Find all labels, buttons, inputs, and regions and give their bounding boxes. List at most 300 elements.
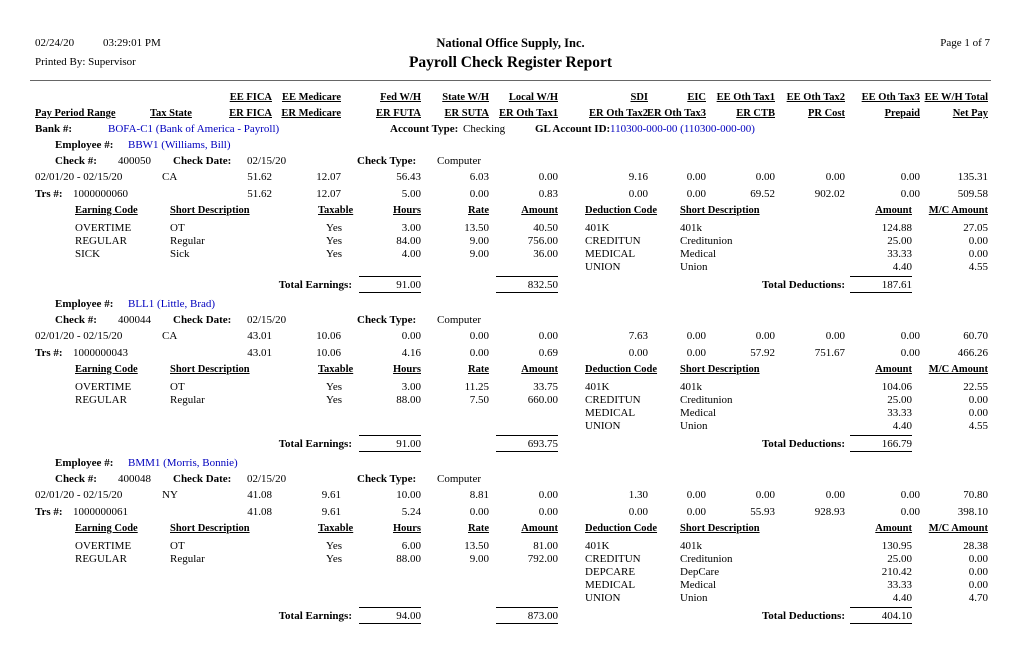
earning-hours: 84.00 xyxy=(396,235,421,247)
er-tax-value: 0.00 xyxy=(900,506,920,518)
deduction-amount: 130.95 xyxy=(881,540,912,552)
trs-label: Trs #: xyxy=(35,506,63,518)
ee-tax-value: 0.00 xyxy=(900,330,920,342)
earning-hours: 3.00 xyxy=(401,222,421,234)
col-header: ER FUTA xyxy=(375,108,421,119)
er-tax-value: 51.62 xyxy=(247,188,272,200)
er-tax-value: 5.24 xyxy=(401,506,421,518)
check-date-label: Check Date: xyxy=(173,155,232,167)
deduction-code: UNION xyxy=(585,420,621,432)
deduction-desc: Creditunion xyxy=(680,553,733,565)
earning-rate: 7.50 xyxy=(469,394,489,406)
earning-code: OVERTIME xyxy=(75,222,132,234)
col-header: ER Oth Tax1 xyxy=(499,108,558,119)
col-header: Short Description xyxy=(680,523,760,534)
page-header-line2 xyxy=(0,53,1021,78)
earning-desc: Sick xyxy=(170,248,190,260)
earning-deduction-line xyxy=(0,592,1021,605)
check-date-label: Check Date: xyxy=(173,314,232,326)
deduction-mc-amount: 27.05 xyxy=(963,222,988,234)
employee-id: BBW1 (Williams, Bill) xyxy=(128,139,231,151)
check-type-value: Computer xyxy=(437,155,481,167)
earning-desc: OT xyxy=(170,222,185,234)
employee-block xyxy=(0,138,1021,293)
col-header: Deduction Code xyxy=(585,523,658,534)
deduction-code: CREDITUN xyxy=(585,553,641,565)
employee-header-row xyxy=(0,456,1021,472)
col-header: Amount xyxy=(521,523,558,534)
earning-amount: 81.00 xyxy=(533,540,558,552)
er-tax-value: 4.16 xyxy=(401,347,421,359)
deduction-desc: 401k xyxy=(680,381,702,393)
earning-hours: 6.00 xyxy=(401,540,421,552)
deduction-mc-amount: 0.00 xyxy=(968,553,988,565)
er-tax-value: 0.00 xyxy=(900,188,920,200)
ee-tax-value: 10.06 xyxy=(316,330,341,342)
deduction-desc: Union xyxy=(680,420,708,432)
er-tax-value: 0.00 xyxy=(628,506,648,518)
ee-tax-value: 0.00 xyxy=(686,330,706,342)
page-header-line1 xyxy=(0,36,1021,53)
er-tax-value: 928.93 xyxy=(814,506,845,518)
col-header: Deduction Code xyxy=(585,205,658,216)
bank-label: Bank #: xyxy=(35,123,72,135)
er-tax-value: 0.00 xyxy=(469,188,489,200)
earning-taxable: Yes xyxy=(326,235,343,247)
check-number: 400044 xyxy=(118,314,151,326)
deduction-mc-amount: 4.70 xyxy=(968,592,988,604)
earning-deduction-line xyxy=(0,407,1021,420)
col-header: Amount xyxy=(875,205,912,216)
er-tax-value: 0.83 xyxy=(538,188,558,200)
deduction-mc-amount: 0.00 xyxy=(968,407,988,419)
ee-tax-row xyxy=(0,488,1021,505)
deduction-desc: Medical xyxy=(680,248,717,260)
er-tax-value: 0.00 xyxy=(628,188,648,200)
ee-tax-value: 9.61 xyxy=(321,489,341,501)
header-rule xyxy=(30,80,991,81)
deduction-amount: 210.42 xyxy=(881,566,912,578)
deduction-code: MEDICAL xyxy=(585,248,636,260)
col-header: ER SUTA xyxy=(444,108,489,119)
gl-account-value: 110300-000-00 (110300-000-00) xyxy=(610,123,755,135)
col-header: ER FICA xyxy=(229,108,272,119)
earnings-deductions-header xyxy=(0,362,1021,378)
deduction-desc: Union xyxy=(680,592,708,604)
trs-label: Trs #: xyxy=(35,347,63,359)
er-tax-value: 55.93 xyxy=(750,506,775,518)
deduction-desc: Creditunion xyxy=(680,235,733,247)
earning-deduction-line xyxy=(0,222,1021,235)
er-tax-value: 398.10 xyxy=(957,506,988,518)
account-type-label: Account Type: xyxy=(390,123,459,135)
deduction-amount: 33.33 xyxy=(887,407,912,419)
trs-label: Trs #: xyxy=(35,188,63,200)
earning-rate: 13.50 xyxy=(464,540,489,552)
total-deductions-label: Total Deductions: xyxy=(761,438,845,450)
deduction-mc-amount: 0.00 xyxy=(968,235,988,247)
deduction-amount: 4.40 xyxy=(892,261,912,273)
col-header: SDI xyxy=(630,92,648,103)
col-header: Fed W/H xyxy=(380,92,421,103)
ee-tax-value: 0.00 xyxy=(755,330,775,342)
earnings-deductions-lines xyxy=(0,540,1021,605)
earning-rate: 9.00 xyxy=(469,235,489,247)
deduction-code: CREDITUN xyxy=(585,235,641,247)
earning-deduction-line xyxy=(0,420,1021,433)
deduction-desc: Union xyxy=(680,261,708,273)
check-type-label: Check Type: xyxy=(357,155,417,167)
col-header: Local W/H xyxy=(508,92,558,103)
pay-period-value: 02/01/20 - 02/15/20 xyxy=(35,489,123,501)
col-header: Short Description xyxy=(170,205,250,216)
col-header: Taxable xyxy=(318,523,354,534)
deduction-amount: 4.40 xyxy=(892,420,912,432)
ee-tax-value: 0.00 xyxy=(469,330,489,342)
deduction-mc-amount: 0.00 xyxy=(968,566,988,578)
er-tax-value: 0.00 xyxy=(686,188,706,200)
ee-tax-value: 41.08 xyxy=(247,489,272,501)
col-header: Amount xyxy=(521,205,558,216)
check-row xyxy=(0,472,1021,488)
col-header: Hours xyxy=(392,205,421,216)
employee-header-row xyxy=(0,297,1021,313)
employee-block xyxy=(0,297,1021,452)
earning-deduction-line xyxy=(0,261,1021,274)
er-tax-row xyxy=(0,505,1021,521)
er-tax-value: 0.00 xyxy=(900,347,920,359)
account-type-value: Checking xyxy=(463,123,506,135)
earning-hours: 3.00 xyxy=(401,381,421,393)
earning-taxable: Yes xyxy=(326,553,343,565)
totals-row xyxy=(0,607,1021,624)
printed-by: Printed By: Supervisor xyxy=(35,56,136,68)
deduction-code: UNION xyxy=(585,592,621,604)
check-date-value: 02/15/20 xyxy=(247,155,287,167)
col-header: Short Description xyxy=(170,364,250,375)
earning-code: REGULAR xyxy=(75,553,127,565)
ee-tax-value: 1.30 xyxy=(628,489,648,501)
earning-rate: 9.00 xyxy=(469,248,489,260)
report-title: Payroll Check Register Report xyxy=(408,54,613,71)
er-tax-value: 0.00 xyxy=(538,506,558,518)
earning-rate: 11.25 xyxy=(464,381,489,393)
check-row xyxy=(0,154,1021,170)
ee-tax-value: 8.81 xyxy=(469,489,489,501)
total-deductions-value: 404.10 xyxy=(850,607,912,624)
company-name: National Office Supply, Inc. xyxy=(436,36,585,50)
ee-tax-value: 0.00 xyxy=(755,489,775,501)
page-number: Page 1 of 7 xyxy=(940,37,990,49)
earning-code: OVERTIME xyxy=(75,540,132,552)
tax-state-value: CA xyxy=(162,171,178,183)
er-tax-value: 466.26 xyxy=(957,347,988,359)
col-header: M/C Amount xyxy=(928,364,988,375)
check-type-value: Computer xyxy=(437,473,481,485)
deduction-amount: 124.88 xyxy=(881,222,912,234)
employee-label: Employee #: xyxy=(55,298,114,310)
gl-account-label: GL Account ID: xyxy=(535,123,611,135)
col-header: ER Medicare xyxy=(281,108,341,119)
employee-header-row xyxy=(0,138,1021,154)
earning-desc: Regular xyxy=(170,394,205,406)
deduction-desc: Medical xyxy=(680,407,717,419)
earning-deduction-line xyxy=(0,579,1021,592)
earning-deduction-line xyxy=(0,394,1021,407)
earning-code: REGULAR xyxy=(75,235,127,247)
earning-hours: 88.00 xyxy=(396,394,421,406)
col-header: EIC xyxy=(687,92,706,103)
ee-tax-value: 0.00 xyxy=(755,171,775,183)
er-tax-value: 0.00 xyxy=(686,506,706,518)
deduction-amount: 25.00 xyxy=(887,235,912,247)
er-tax-value: 57.92 xyxy=(750,347,775,359)
ee-tax-value: 6.03 xyxy=(469,171,489,183)
trs-number: 1000000043 xyxy=(73,347,128,359)
er-tax-value: 0.00 xyxy=(686,347,706,359)
col-header: Hours xyxy=(392,523,421,534)
deduction-desc: 401k xyxy=(680,540,702,552)
deduction-code: DEPCARE xyxy=(585,566,636,578)
total-hours-value: 94.00 xyxy=(359,607,421,624)
total-deductions-label: Total Deductions: xyxy=(761,610,845,622)
report-page xyxy=(0,36,1021,661)
earning-amount: 33.75 xyxy=(533,381,558,393)
bank-value: BOFA-C1 (Bank of America - Payroll) xyxy=(108,123,280,135)
col-header: State W/H xyxy=(442,92,489,103)
col-header: Earning Code xyxy=(75,205,138,216)
col-header: M/C Amount xyxy=(928,205,988,216)
earnings-deductions-header xyxy=(0,521,1021,537)
col-header: ER CTB xyxy=(736,108,775,119)
deduction-mc-amount: 4.55 xyxy=(968,261,988,273)
earning-taxable: Yes xyxy=(326,248,343,260)
earning-hours: 88.00 xyxy=(396,553,421,565)
check-label: Check #: xyxy=(55,314,97,326)
tax-state-value: CA xyxy=(162,330,178,342)
ee-tax-value: 135.31 xyxy=(957,171,988,183)
total-earnings-label: Total Earnings: xyxy=(278,438,352,450)
deduction-mc-amount: 28.38 xyxy=(963,540,988,552)
earning-deduction-line xyxy=(0,248,1021,261)
er-tax-value: 0.00 xyxy=(469,347,489,359)
col-header-pay-period: Pay Period Range xyxy=(35,108,116,119)
ee-tax-row xyxy=(0,170,1021,187)
earning-deduction-line xyxy=(0,553,1021,566)
col-header: Taxable xyxy=(318,205,354,216)
col-header: EE Medicare xyxy=(281,92,341,103)
col-header: EE Oth Tax3 xyxy=(861,92,920,103)
deduction-amount: 104.06 xyxy=(881,381,912,393)
deduction-code: 401K xyxy=(585,222,610,234)
deduction-desc: Medical xyxy=(680,579,717,591)
total-deductions-value: 166.79 xyxy=(850,435,912,452)
col-header-tax-state: Tax State xyxy=(150,108,192,119)
deduction-code: CREDITUN xyxy=(585,394,641,406)
earning-hours: 4.00 xyxy=(401,248,421,260)
total-earnings-label: Total Earnings: xyxy=(278,279,352,291)
employee-id: BMM1 (Morris, Bonnie) xyxy=(128,457,238,469)
col-header: Short Description xyxy=(680,205,760,216)
deduction-desc: 401k xyxy=(680,222,702,234)
col-header: Rate xyxy=(468,364,489,375)
ee-tax-value: 0.00 xyxy=(825,171,845,183)
earning-amount: 36.00 xyxy=(533,248,558,260)
deduction-mc-amount: 22.55 xyxy=(963,381,988,393)
print-time: 03:29:01 PM xyxy=(103,37,161,49)
col-header: Net Pay xyxy=(952,108,988,119)
earning-code: SICK xyxy=(75,248,101,260)
col-header: Amount xyxy=(521,364,558,375)
deduction-code: UNION xyxy=(585,261,621,273)
employee-label: Employee #: xyxy=(55,139,114,151)
er-tax-value: 69.52 xyxy=(750,188,775,200)
deduction-code: MEDICAL xyxy=(585,579,636,591)
ee-tax-value: 60.70 xyxy=(963,330,988,342)
deduction-mc-amount: 0.00 xyxy=(968,579,988,591)
ee-tax-value: 0.00 xyxy=(900,489,920,501)
earning-taxable: Yes xyxy=(326,394,343,406)
ee-tax-value: 7.63 xyxy=(628,330,648,342)
ee-tax-value: 0.00 xyxy=(686,171,706,183)
er-tax-value: 751.67 xyxy=(814,347,845,359)
check-row xyxy=(0,313,1021,329)
ee-tax-value: 10.00 xyxy=(396,489,421,501)
totals-row xyxy=(0,435,1021,452)
ee-tax-value: 0.00 xyxy=(900,171,920,183)
ee-tax-value: 0.00 xyxy=(825,489,845,501)
er-tax-value: 12.07 xyxy=(316,188,341,200)
er-tax-value: 0.69 xyxy=(538,347,558,359)
col-header: Short Description xyxy=(170,523,250,534)
earnings-deductions-lines xyxy=(0,222,1021,274)
col-header: Rate xyxy=(468,205,489,216)
employee-label: Employee #: xyxy=(55,457,114,469)
totals-row xyxy=(0,276,1021,293)
earning-desc: Regular xyxy=(170,553,205,565)
earning-amount: 756.00 xyxy=(527,235,558,247)
col-header: Earning Code xyxy=(75,364,138,375)
er-tax-value: 509.58 xyxy=(957,188,988,200)
check-date-value: 02/15/20 xyxy=(247,314,287,326)
col-header: Taxable xyxy=(318,364,354,375)
col-header: Hours xyxy=(392,364,421,375)
col-header: Rate xyxy=(468,523,489,534)
col-header: EE FICA xyxy=(229,92,272,103)
earnings-deductions-lines xyxy=(0,381,1021,433)
earning-desc: OT xyxy=(170,540,185,552)
col-header: Prepaid xyxy=(884,108,920,119)
ee-tax-value: 0.00 xyxy=(825,330,845,342)
earning-taxable: Yes xyxy=(326,540,343,552)
er-tax-value: 41.08 xyxy=(247,506,272,518)
er-tax-row xyxy=(0,346,1021,362)
employee-block xyxy=(0,456,1021,624)
deduction-desc: DepCare xyxy=(680,566,720,578)
ee-tax-value: 43.01 xyxy=(247,330,272,342)
total-deductions-label: Total Deductions: xyxy=(761,279,845,291)
tax-state-value: NY xyxy=(162,489,178,501)
total-deductions-value: 187.61 xyxy=(850,276,912,293)
check-type-label: Check Type: xyxy=(357,473,417,485)
er-tax-value: 10.06 xyxy=(316,347,341,359)
earning-desc: OT xyxy=(170,381,185,393)
deduction-mc-amount: 0.00 xyxy=(968,394,988,406)
deduction-amount: 33.33 xyxy=(887,248,912,260)
col-header: EE Oth Tax1 xyxy=(716,92,775,103)
check-date-label: Check Date: xyxy=(173,473,232,485)
earnings-deductions-header xyxy=(0,203,1021,219)
col-header: EE Oth Tax2 xyxy=(786,92,845,103)
earning-taxable: Yes xyxy=(326,222,343,234)
er-tax-value: 0.00 xyxy=(628,347,648,359)
total-earnings-value: 693.75 xyxy=(496,435,558,452)
check-label: Check #: xyxy=(55,155,97,167)
ee-tax-value: 9.16 xyxy=(628,171,648,183)
deduction-amount: 4.40 xyxy=(892,592,912,604)
deduction-code: 401K xyxy=(585,381,610,393)
check-number: 400050 xyxy=(118,155,151,167)
col-header: Amount xyxy=(875,364,912,375)
deduction-amount: 25.00 xyxy=(887,553,912,565)
earning-rate: 9.00 xyxy=(469,553,489,565)
trs-number: 1000000060 xyxy=(73,188,128,200)
col-header: Earning Code xyxy=(75,523,138,534)
ee-tax-value: 56.43 xyxy=(396,171,421,183)
deduction-amount: 33.33 xyxy=(887,579,912,591)
ee-tax-value: 0.00 xyxy=(538,489,558,501)
col-header: ER Oth Tax2 xyxy=(589,108,648,119)
trs-number: 1000000061 xyxy=(73,506,128,518)
col-header: M/C Amount xyxy=(928,523,988,534)
deduction-amount: 25.00 xyxy=(887,394,912,406)
col-header: PR Cost xyxy=(807,108,845,119)
earning-code: REGULAR xyxy=(75,394,127,406)
earning-deduction-line xyxy=(0,381,1021,394)
er-tax-value: 43.01 xyxy=(247,347,272,359)
deduction-code: MEDICAL xyxy=(585,407,636,419)
earning-amount: 40.50 xyxy=(533,222,558,234)
employee-id: BLL1 (Little, Brad) xyxy=(128,298,216,310)
column-header-row-2 xyxy=(0,106,1021,122)
er-tax-value: 5.00 xyxy=(401,188,421,200)
check-type-label: Check Type: xyxy=(357,314,417,326)
ee-tax-value: 0.00 xyxy=(401,330,421,342)
total-hours-value: 91.00 xyxy=(359,276,421,293)
col-header: Deduction Code xyxy=(585,364,658,375)
ee-tax-value: 51.62 xyxy=(247,171,272,183)
earning-code: OVERTIME xyxy=(75,381,132,393)
earning-taxable: Yes xyxy=(326,381,343,393)
total-earnings-value: 873.00 xyxy=(496,607,558,624)
earning-deduction-line xyxy=(0,566,1021,579)
earning-amount: 792.00 xyxy=(527,553,558,565)
column-header-row-1 xyxy=(0,90,1021,106)
ee-tax-value: 0.00 xyxy=(538,171,558,183)
er-tax-value: 9.61 xyxy=(321,506,341,518)
deduction-desc: Creditunion xyxy=(680,394,733,406)
deduction-mc-amount: 0.00 xyxy=(968,248,988,260)
er-tax-row xyxy=(0,187,1021,203)
ee-tax-value: 70.80 xyxy=(963,489,988,501)
er-tax-value: 902.02 xyxy=(814,188,845,200)
pay-period-value: 02/01/20 - 02/15/20 xyxy=(35,171,123,183)
total-earnings-value: 832.50 xyxy=(496,276,558,293)
earning-deduction-line xyxy=(0,235,1021,248)
col-header: Amount xyxy=(875,523,912,534)
col-header: EE W/H Total xyxy=(924,92,988,103)
earning-rate: 13.50 xyxy=(464,222,489,234)
